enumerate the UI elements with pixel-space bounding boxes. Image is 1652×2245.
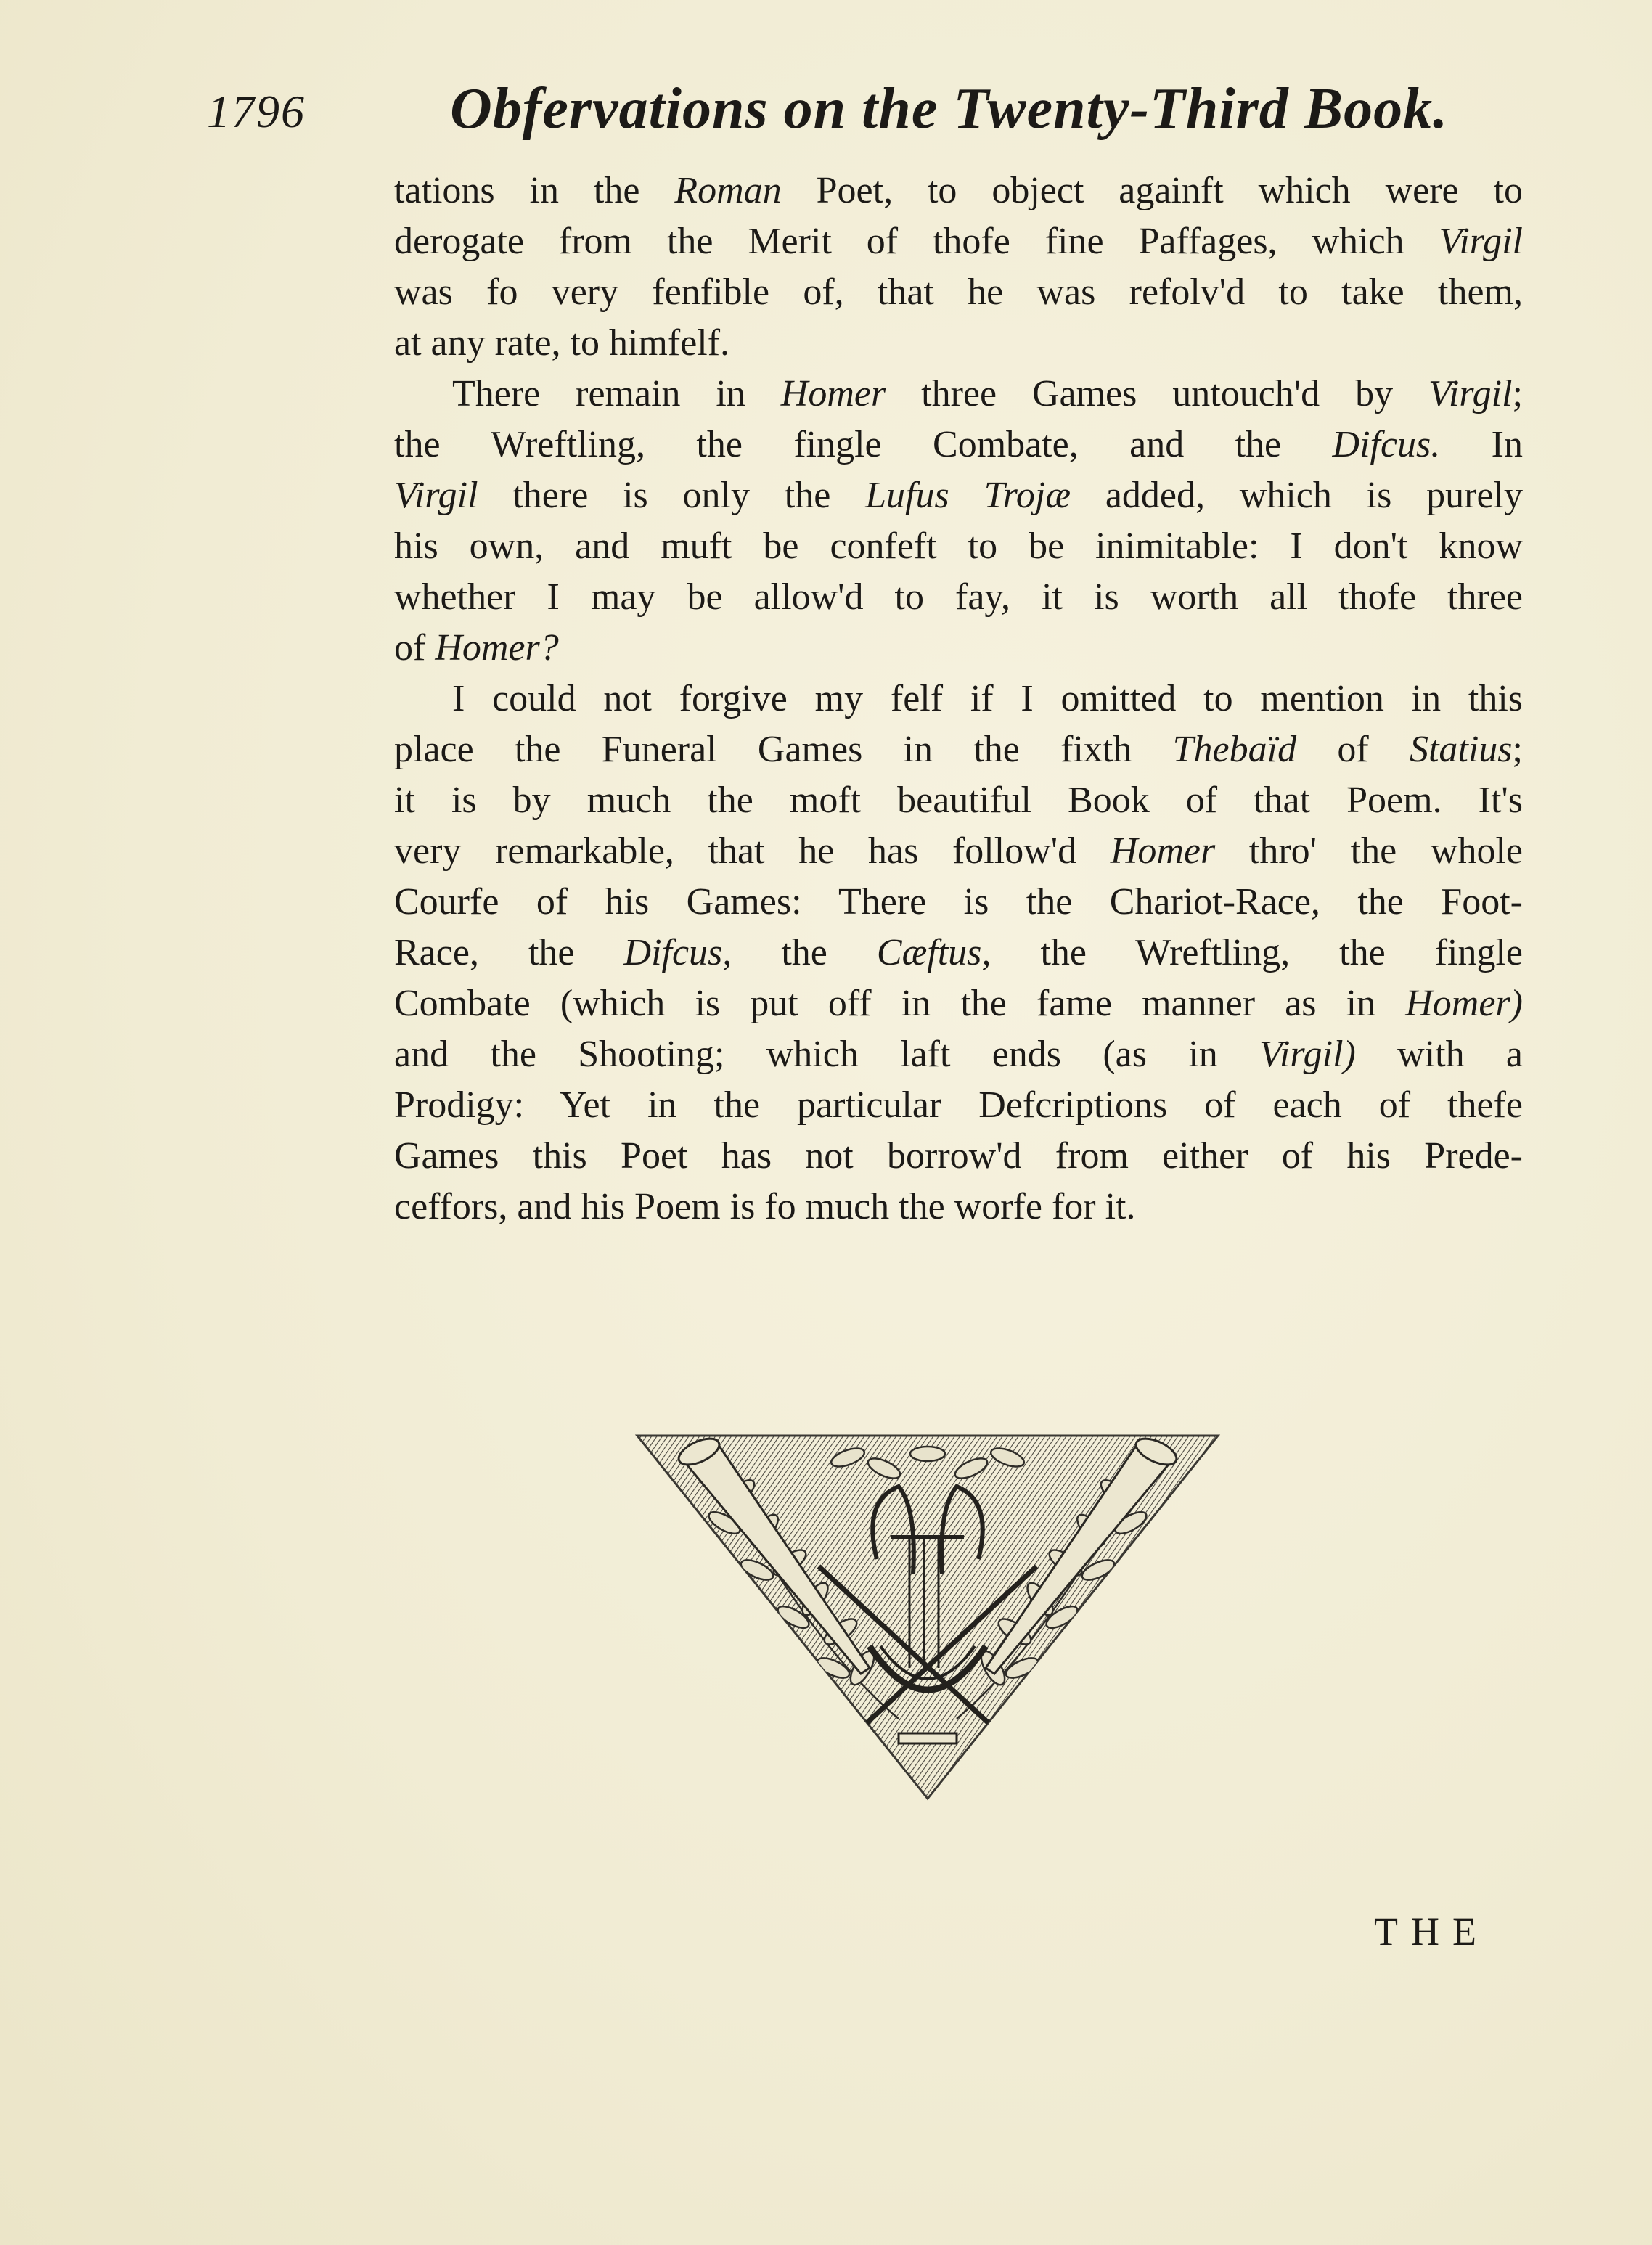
text-run: of	[394, 627, 436, 668]
text-run: three Games untouch'd by	[886, 373, 1428, 414]
running-head	[207, 69, 1492, 149]
text-run: I could not forgive my felf if I omitted to mention in this	[452, 678, 1523, 719]
text-line	[394, 877, 1523, 928]
text-run: was fo very fenfible of, that he was refolv'd to take them,	[394, 271, 1523, 313]
text-line	[394, 165, 1523, 216]
text-run: Games this Poet has not borrow'd from either of his Prede-	[394, 1135, 1523, 1177]
text-run: added, which is purely	[1071, 475, 1523, 516]
italic-run: Difcus.	[1332, 424, 1441, 465]
text-run: Combate (which is put off in the fame manner as in	[394, 983, 1406, 1024]
body-text	[394, 165, 1523, 1232]
text-line	[394, 1080, 1523, 1131]
text-line	[394, 826, 1523, 877]
text-run: Prodigy: Yet in the particular Defcriptions of each of thefe	[394, 1084, 1523, 1126]
italic-run: Statius	[1409, 729, 1513, 770]
italic-run: Virgil	[1439, 221, 1523, 262]
text-run: Poet, to object againft which were to	[781, 170, 1523, 211]
italic-run: Virgil	[1428, 373, 1513, 414]
text-run: tations in the	[394, 170, 675, 211]
italic-run: Thebaïd	[1172, 729, 1297, 770]
text-run: thro' the whole	[1215, 830, 1524, 872]
text-run: of	[1296, 729, 1410, 770]
catchword: THE	[1374, 1910, 1489, 1953]
text-line	[394, 928, 1523, 978]
text-line	[394, 1182, 1523, 1232]
text-run: ceffors, and his Poem is fo much the worfe for it.	[394, 1186, 1136, 1227]
text-run: the Wreftling, the fingle	[991, 932, 1524, 973]
italic-run: Homer?	[435, 627, 559, 668]
tailpiece-ornament	[630, 1428, 1225, 1804]
text-line	[394, 724, 1523, 775]
text-line	[394, 420, 1523, 470]
page-number: 1796	[207, 86, 306, 137]
text-run: the	[732, 932, 877, 973]
italic-run: Homer	[1110, 830, 1216, 872]
text-run: and the Shooting; which laft ends (as in	[394, 1034, 1259, 1075]
italic-run: Cæftus,	[876, 932, 991, 973]
text-line	[394, 1131, 1523, 1182]
italic-run: Homer	[780, 373, 886, 414]
text-line	[394, 470, 1523, 521]
italic-run: Virgil)	[1259, 1034, 1356, 1075]
italic-run: Roman	[674, 170, 782, 211]
text-run: In	[1440, 424, 1523, 465]
text-line	[394, 572, 1523, 623]
text-run: derogate from the Merit of thofe fine Paffages, which	[394, 221, 1439, 262]
italic-run: Virgil	[394, 475, 478, 516]
text-run: place the Funeral Games in the fixth	[394, 729, 1173, 770]
text-line	[394, 978, 1523, 1029]
text-run: very remarkable, that he has follow'd	[394, 830, 1111, 872]
text-line	[394, 521, 1523, 572]
italic-run: Difcus,	[623, 932, 732, 973]
text-run: at any rate, to himfelf.	[394, 322, 730, 364]
text-run: the Wreftling, the fingle Combate, and the	[394, 424, 1333, 465]
text-run: ;	[1512, 729, 1523, 770]
text-run: it is by much the moft beautiful Book of that Poem. It's	[394, 780, 1523, 821]
text-run: Courfe of his Games: There is the Chariot-Race, the Foot-	[394, 881, 1523, 923]
text-run: Race, the	[394, 932, 624, 973]
text-line	[394, 674, 1523, 724]
text-line	[394, 1029, 1523, 1080]
text-run: his own, and muft be confeft to be inimitable: I don't know	[394, 526, 1523, 567]
lyre-base	[899, 1733, 957, 1743]
italic-run: Lufus Trojæ	[865, 475, 1071, 516]
text-run: whether I may be allow'd to fay, it is worth all thofe three	[394, 576, 1523, 618]
text-line	[394, 267, 1523, 318]
text-run: There remain in	[452, 373, 781, 414]
italic-run: Homer)	[1405, 983, 1523, 1024]
text-run: with a	[1355, 1034, 1523, 1075]
text-line	[394, 318, 1523, 369]
text-run: ;	[1512, 373, 1524, 414]
text-run: there is only the	[478, 475, 866, 516]
page-header-title: Obfervations on the Twenty-Third Book.	[450, 77, 1449, 141]
text-line	[394, 623, 1523, 674]
text-line	[394, 216, 1523, 267]
text-line	[394, 369, 1523, 420]
text-line	[394, 775, 1523, 826]
